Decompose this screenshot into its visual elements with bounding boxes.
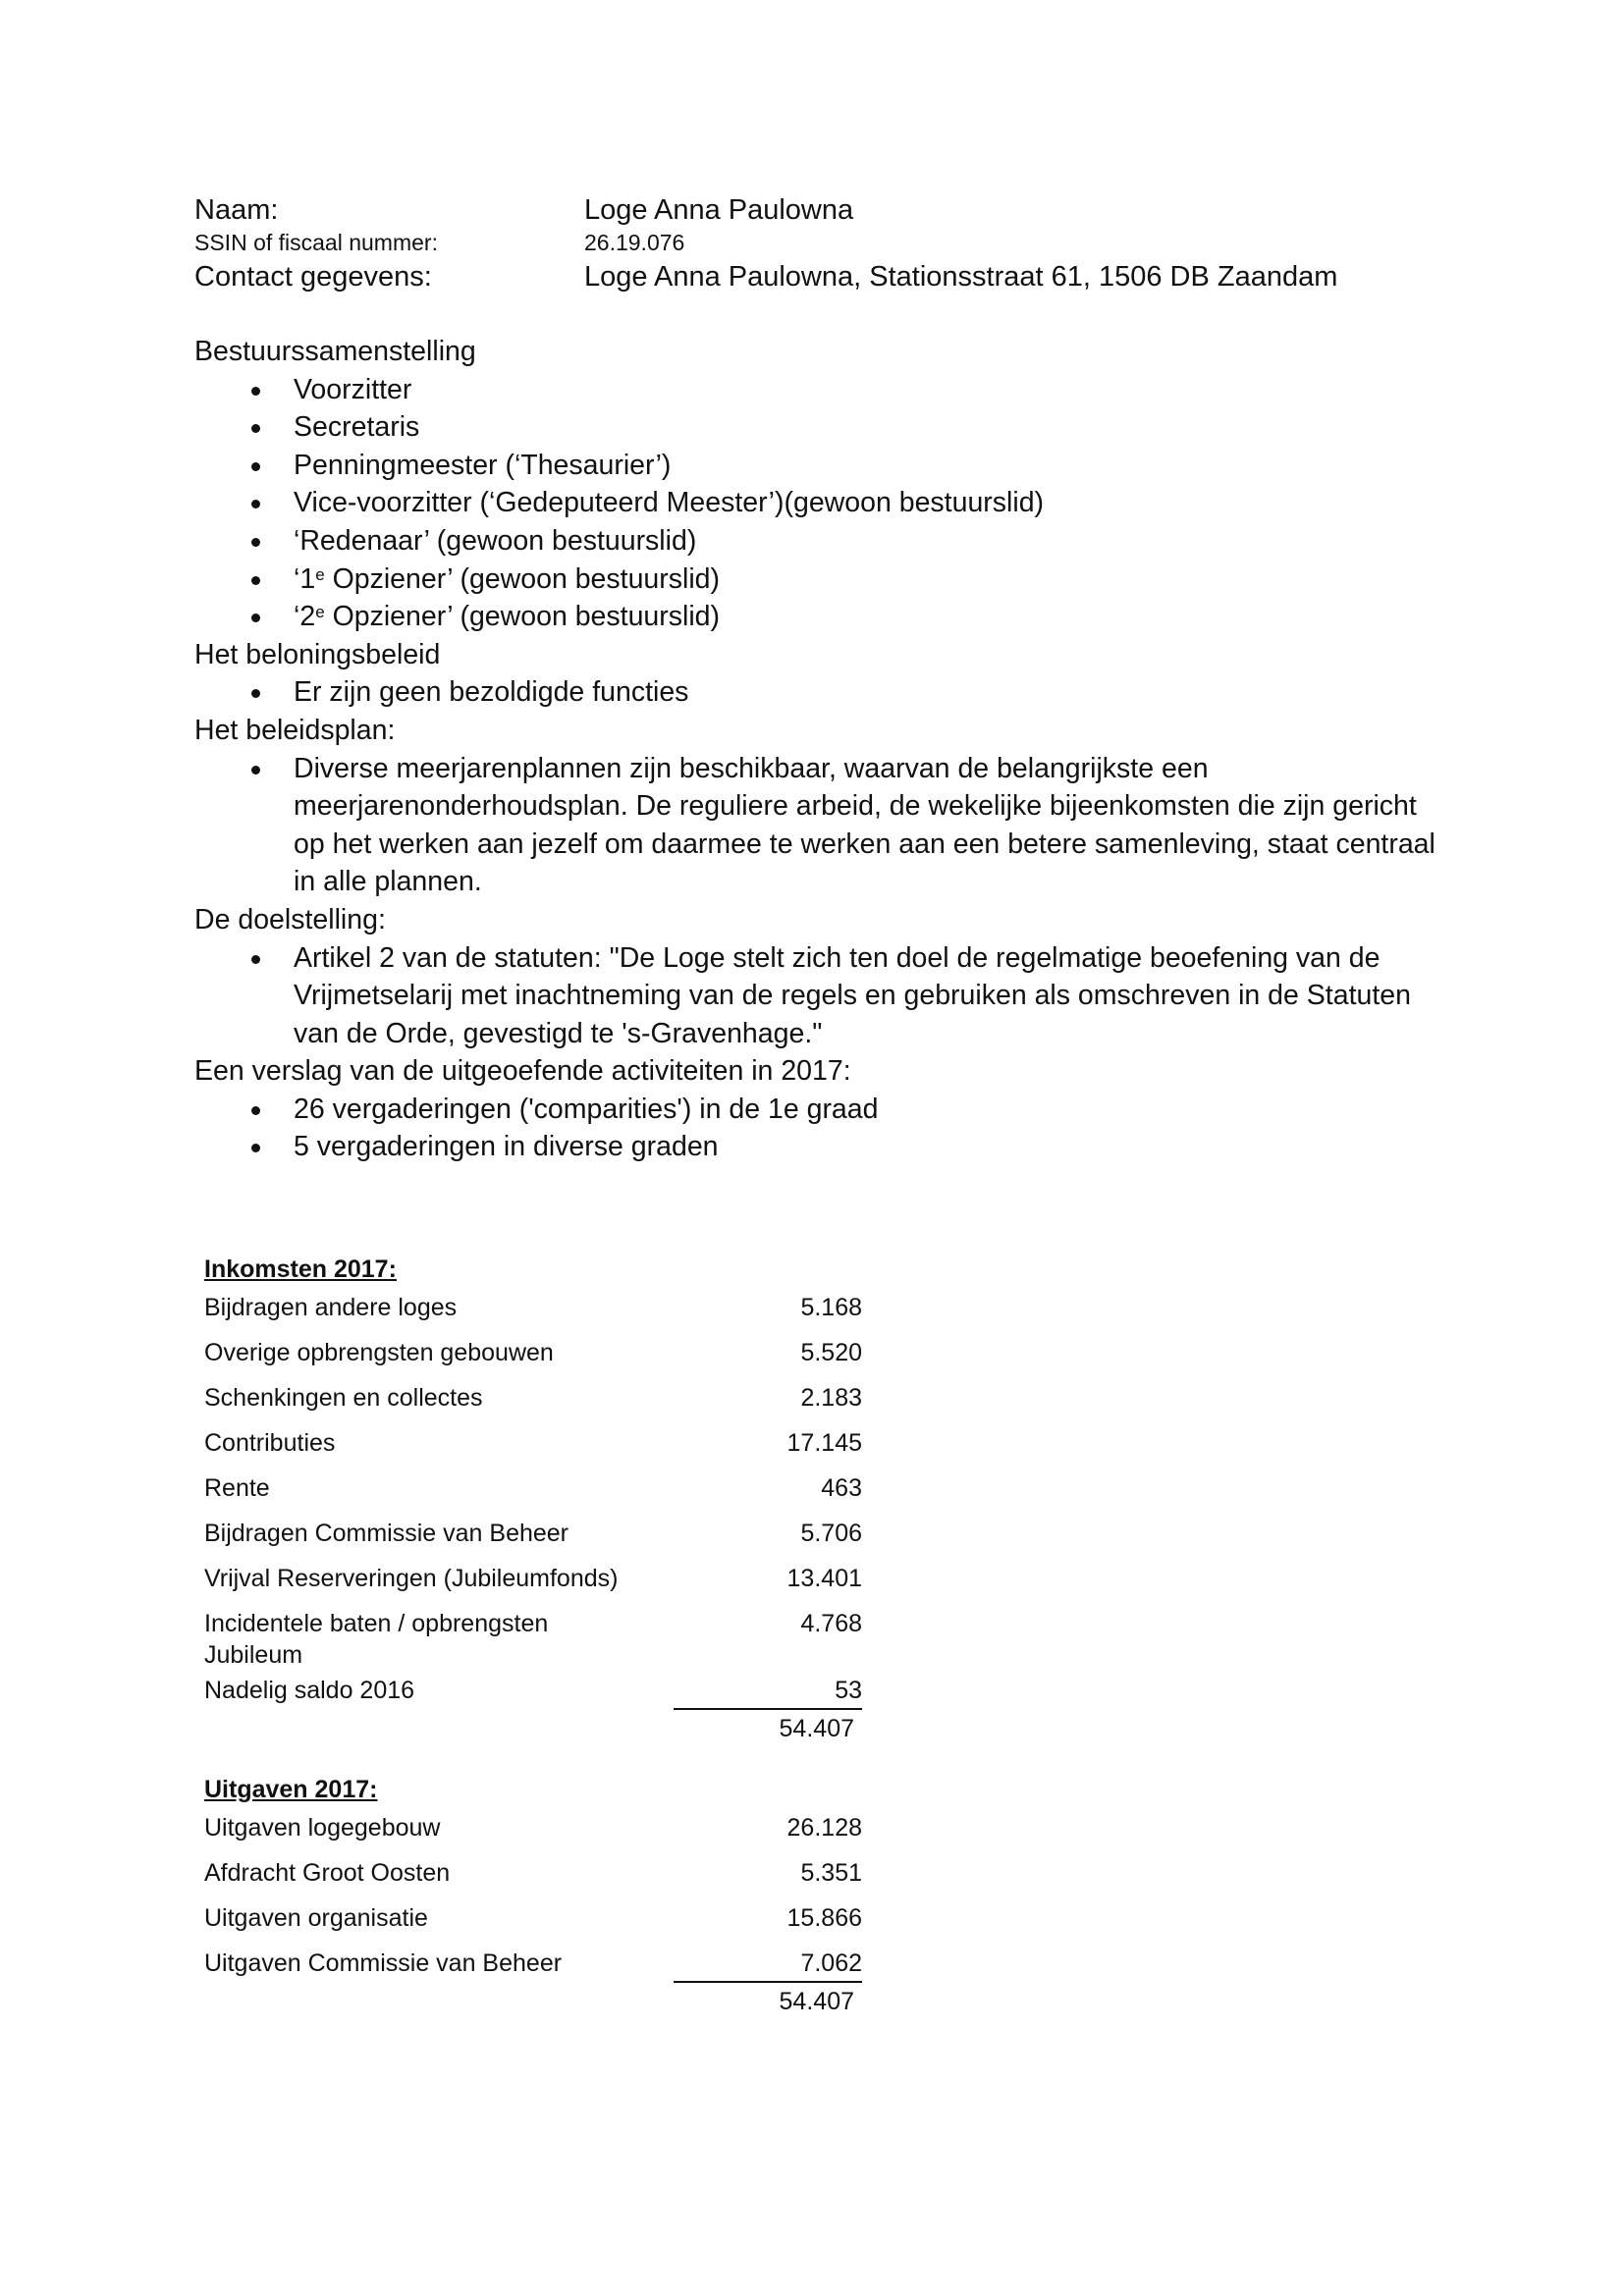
- table-row: Contributies 17.145: [204, 1429, 862, 1457]
- beleidsplan-list: [194, 750, 1451, 901]
- doelstelling-heading: De doelstelling:: [194, 903, 386, 935]
- list-item: Er zijn geen bezoldigde functies: [194, 673, 1451, 712]
- table-row: Bijdragen andere loges 5.168: [204, 1294, 862, 1321]
- table-row: Vrijval Reserveringen (Jubileumfonds) 13.401: [204, 1565, 862, 1592]
- bullet-icon: [251, 689, 260, 698]
- list-item: Vice-voorzitter (‘Gedeputeerd Meester’)(gewoon bestuurslid): [194, 484, 1451, 522]
- uitgaven-title: Uitgaven 2017:: [204, 1776, 378, 1803]
- ssin-value: 26.19.076: [584, 230, 685, 255]
- bullet-icon: [251, 766, 260, 774]
- verslag-list: [194, 1091, 1451, 1166]
- table-row: Rente 463: [204, 1474, 862, 1502]
- list-item: Diverse meerjarenplannen zijn beschikbaar, waarvan de belangrijkste een meerjarenonderhoudsplan. De reguliere arbeid, de wekelijke bijeenkomsten die zijn gericht op het werken aan jezelf om daarmee te werken aan een betere samenleving, staat centraal in alle plannen.: [194, 750, 1451, 901]
- beloning-heading: Het beloningsbeleid: [194, 638, 441, 670]
- name-row: [194, 194, 853, 227]
- list-item: ‘2e Opziener’ (gewoon bestuurslid): [194, 598, 1451, 636]
- doelstelling-list: [194, 939, 1451, 1053]
- ssin-label: SSIN of fiscaal nummer:: [194, 230, 438, 255]
- bestuur-list: [194, 371, 1451, 636]
- bullet-icon: [251, 538, 260, 547]
- contact-label: Contact gegevens:: [194, 261, 432, 293]
- uitgaven-table: [204, 1767, 862, 2020]
- table-row: Uitgaven Commissie van Beheer 7.062: [204, 1949, 862, 1977]
- document-body: [194, 333, 1451, 1166]
- bestuur-heading: Bestuurssamenstelling: [194, 336, 476, 367]
- table-row: Bijdragen Commissie van Beheer 5.706: [204, 1520, 862, 1547]
- contact-value: Loge Anna Paulowna, Stationsstraat 61, 1506 DB Zaandam: [584, 261, 1338, 293]
- list-item: 5 vergaderingen in diverse graden: [194, 1128, 1451, 1166]
- verslag-heading: Een verslag van de uitgeoefende activiteiten in 2017:: [194, 1055, 851, 1088]
- beleidsplan-heading: Het beleidsplan:: [194, 714, 396, 746]
- table-row: Uitgaven logegebouw 26.128: [204, 1814, 862, 1842]
- bullet-icon: [251, 1144, 260, 1152]
- list-item: Penningmeester (‘Thesaurier’): [194, 447, 1451, 485]
- list-item: Secretaris: [194, 408, 1451, 447]
- bullet-icon: [251, 424, 260, 433]
- bullet-icon: [251, 576, 260, 585]
- inkomsten-title: Inkomsten 2017:: [204, 1255, 397, 1283]
- table-row: Incidentele baten / opbrengsten Jubileum 4.768: [204, 1610, 862, 1669]
- inkomsten-total: 54.407: [779, 1715, 854, 1742]
- list-item: 26 vergaderingen ('comparities') in de 1e graad: [194, 1091, 1451, 1129]
- name-label: Naam:: [194, 194, 279, 226]
- name-value: Loge Anna Paulowna: [584, 194, 854, 226]
- inkomsten-table: [204, 1247, 862, 1747]
- contact-row: [194, 261, 1337, 294]
- bullet-icon: [251, 500, 260, 508]
- bullet-icon: [251, 955, 260, 964]
- bullet-icon: [251, 387, 260, 396]
- list-item: Voorzitter: [194, 371, 1451, 409]
- beloning-list: [194, 673, 1451, 712]
- uitgaven-total: 54.407: [779, 1988, 854, 2015]
- list-item: ‘Redenaar’ (gewoon bestuurslid): [194, 522, 1451, 561]
- list-item: ‘1e Opziener’ (gewoon bestuurslid): [194, 561, 1451, 599]
- bullet-icon: [251, 1106, 260, 1115]
- table-row: Schenkingen en collectes 2.183: [204, 1384, 862, 1412]
- table-row: Afdracht Groot Oosten 5.351: [204, 1859, 862, 1887]
- table-row: Uitgaven organisatie 15.866: [204, 1904, 862, 1932]
- bullet-icon: [251, 614, 260, 622]
- list-item: Artikel 2 van de statuten: "De Loge stelt zich ten doel de regelmatige beoefening van de Vrijmetselarij met inachtneming van de regels en gebruiken als omschreven in de Statuten van de Orde, gevestigd te 's-Gravenhage.": [194, 939, 1451, 1053]
- bullet-icon: [251, 462, 260, 471]
- ssin-row: [194, 230, 684, 256]
- table-row: Nadelig saldo 2016 53: [204, 1677, 862, 1704]
- table-row: Overige opbrengsten gebouwen 5.520: [204, 1339, 862, 1366]
